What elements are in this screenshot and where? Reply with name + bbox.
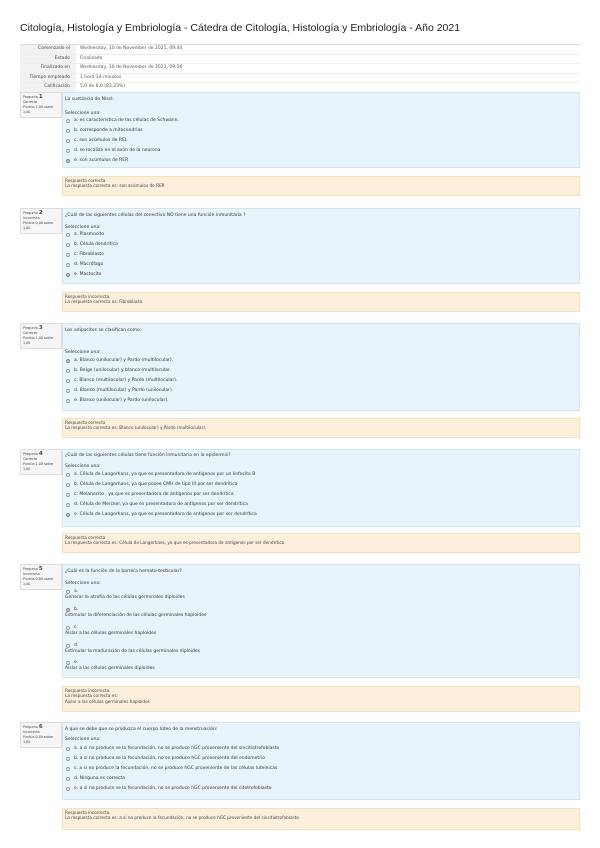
radio-button[interactable]: [66, 359, 70, 363]
radio-button[interactable]: [66, 369, 70, 373]
radio-button[interactable]: [66, 389, 70, 393]
answer-option[interactable]: [66, 148, 160, 153]
feedback-result: Respuesta incorrecta.: [65, 294, 111, 299]
answer-option[interactable]: [66, 138, 127, 143]
question-label: Pregunta: [23, 326, 38, 330]
question-text: ¿Cuál es la función de la barrera hemato-testicular?: [65, 569, 182, 574]
question-content: [62, 92, 580, 168]
question-content: [62, 323, 580, 411]
feedback-box: [62, 533, 580, 553]
question-points: Puntúa 1,00 sobre 1,00: [23, 336, 54, 345]
option-text: a. a si no produce se la fecundación, no se produce hGC proveniente del sincitiotrofoblasto: [74, 746, 280, 751]
feedback-answer: La respuesta correcta es: Célula de Langerhans, ya que es presentadora de antígenos por ser dendrítica: [65, 540, 285, 546]
summary-label: Calificación: [20, 83, 76, 92]
question-info: [20, 323, 62, 349]
answer-option[interactable]: [66, 746, 279, 751]
option-text: b. corresponde a mitocondrias: [74, 128, 143, 133]
question-label: Pregunta: [23, 95, 38, 99]
feedback-answer: La respuesta correcta es: son acúmulos de RER: [65, 183, 165, 189]
question-text: ¿Cuál de las siguientes células tiene función inmunitaria en la epidermis?: [65, 453, 231, 458]
summary-row: [20, 64, 580, 74]
radio-button[interactable]: [66, 757, 70, 761]
radio-button[interactable]: [66, 139, 70, 143]
option-text: c. a si no produce la fecundación, no se produce hGC proveniente de las células luteínicas: [74, 766, 278, 771]
option-text: Estimular la maduración de las células germinales diploides: [65, 649, 200, 654]
feedback-box: [62, 292, 580, 312]
option-text: d. Blanco (multilocular) y Pardo (unilocular).: [74, 388, 174, 393]
option-text: b. Célula dendrítica: [74, 242, 118, 247]
answer-option[interactable]: [66, 643, 78, 648]
radio-button[interactable]: [66, 473, 70, 477]
radio-button[interactable]: [66, 644, 70, 648]
feedback-result: Respuesta incorrecta.: [65, 688, 111, 693]
question-status: Correcta: [23, 457, 38, 461]
question-number: 1: [38, 94, 43, 100]
answer-option[interactable]: [66, 607, 78, 612]
radio-button[interactable]: [66, 253, 70, 257]
question-label: Pregunta: [23, 211, 38, 215]
question-points: Puntúa 0,00 sobre 1,00: [23, 735, 54, 744]
question-label: Pregunta: [23, 452, 38, 456]
select-label: Seleccione una:: [65, 464, 101, 469]
question-info: [20, 722, 62, 748]
option-text: Generar la atrofia de las células germinales diploides: [65, 595, 185, 600]
option-text: e. Mastocito: [74, 272, 102, 277]
answer-option[interactable]: [66, 242, 118, 247]
option-text: Aislar a las células germinales diploides: [65, 666, 155, 671]
question-info: [20, 449, 62, 475]
answer-option[interactable]: [66, 756, 265, 761]
option-text: b. Beige (unilocular) y blanco (multilocular.: [74, 368, 171, 373]
option-text: b. a si no produce se la fecundación, no se produce hGC proveniente del endometrio: [74, 756, 266, 761]
summary-value: 5,0 de 6,0 (83,33%): [80, 84, 125, 89]
answer-option[interactable]: [66, 766, 277, 771]
question-label: Pregunta: [23, 725, 38, 729]
question-text: ¿Cuál de las siguientes células del conectivo NO tiene una función inmunitaria ?: [65, 213, 246, 218]
select-label: Seleccione una:: [65, 111, 101, 116]
question-info: [20, 208, 62, 234]
summary-value: Wednesday, 10 de November de 2021, 09:40: [80, 46, 183, 51]
feedback-result: Respuesta correcta: [65, 420, 106, 425]
option-text: a. es característica de las células de Schwann.: [74, 118, 179, 123]
option-letter: d.: [74, 643, 79, 648]
radio-button[interactable]: [66, 119, 70, 123]
option-text: e. a si no produce se la fecundación, no se produce hGC proveniente del citotrofoblasto: [74, 786, 272, 791]
option-text: a. Blanco (unilocular) y Pardo (multilocular).: [74, 358, 174, 363]
question-points: Puntúa 1,00 sobre 1,00: [23, 462, 54, 471]
answer-option[interactable]: [66, 232, 104, 237]
option-text: c. Melanocito , ya que es presentadora de antígenos por ser dendrítica: [74, 492, 234, 497]
radio-button[interactable]: [66, 379, 70, 383]
question-number: 4: [38, 451, 43, 457]
radio-button[interactable]: [66, 263, 70, 267]
question-info: [20, 564, 62, 590]
feedback-answer: La respuesta correcta es: Blanco (unilocular) y Pardo (multilocular).: [65, 425, 207, 431]
answer-option[interactable]: [66, 358, 173, 363]
summary-row: [20, 45, 580, 55]
answer-option[interactable]: [66, 589, 78, 594]
answer-option[interactable]: [66, 512, 257, 517]
radio-button[interactable]: [66, 590, 70, 594]
question-status: Correcta: [23, 331, 38, 335]
summary-label: Estado: [20, 55, 76, 64]
option-text: b. Célula de Langerhans, ya que posee CMH de tipo III por ser dendrítica: [74, 482, 238, 487]
feedback-box: [62, 686, 580, 712]
radio-button[interactable]: [66, 493, 70, 497]
option-text: a. Plasmocito: [74, 232, 105, 237]
feedback-box: [62, 176, 580, 196]
option-text: d. se localiza en el axón de la neurona: [74, 148, 161, 153]
question-4: [20, 449, 580, 557]
radio-button[interactable]: [66, 503, 70, 507]
radio-button[interactable]: [66, 233, 70, 237]
feedback-result: Respuesta correcta: [65, 178, 106, 183]
answer-option[interactable]: [66, 398, 169, 403]
feedback-answer: La respuesta correcta es: Fibroblasto: [65, 299, 143, 305]
feedback-answer-label: La respuesta correcta es:: [65, 693, 118, 699]
answer-option[interactable]: [66, 128, 143, 133]
summary-row: [20, 55, 580, 65]
radio-button[interactable]: [66, 513, 70, 517]
option-text: d. Célula de Merckel, ya que es presentadora de antígenos por ser dendrítica: [74, 502, 248, 507]
feedback-box: [62, 418, 580, 438]
option-text: e. Blanco (unilocular) y Pardo (unilocular).: [74, 398, 169, 403]
option-text: d. Ninguna es correcta: [74, 776, 125, 781]
select-label: Seleccione una:: [65, 350, 101, 355]
question-points: Puntúa 1,00 sobre 1,00: [23, 105, 54, 114]
option-text: e. son acúmulos de RER: [74, 158, 129, 163]
radio-button[interactable]: [66, 661, 70, 665]
answer-option[interactable]: [66, 368, 171, 373]
page-title: Citología, Histología y Embriología - Cátedra de Citología, Histología y Embriología - Año 2021: [20, 22, 461, 34]
option-text: Aislar a las células germinales haploides: [65, 631, 157, 636]
option-text: Estimular la diferenciación de las células germinales haploides: [65, 613, 207, 618]
radio-button[interactable]: [66, 129, 70, 133]
question-text: La sustancia de Nissl:: [65, 97, 114, 102]
question-number: 2: [38, 210, 43, 216]
feedback-result: Respuesta incorrecta.: [65, 810, 111, 815]
question-status: Incorrecta: [23, 572, 40, 576]
question-status: Incorrecta: [23, 730, 40, 734]
option-letter: c.: [74, 625, 78, 630]
question-points: Puntúa 0,00 sobre 1,00: [23, 221, 54, 230]
answer-option[interactable]: [66, 776, 125, 781]
question-content: [62, 722, 580, 800]
question-status: Incorrecta: [23, 216, 40, 220]
question-number: 6: [38, 724, 43, 730]
option-text: d. Macrófago: [74, 262, 104, 267]
summary-value: 1 hora 14 minutos: [80, 74, 122, 80]
summary-label: Tiempo empleado: [20, 74, 76, 83]
feedback-answer: Aislar a las células germinales haploides: [65, 698, 150, 704]
question-number: 5: [38, 566, 43, 572]
radio-button[interactable]: [66, 747, 70, 751]
select-label: Seleccione una:: [65, 737, 101, 742]
option-text: c. Fibroblasto: [74, 252, 104, 257]
feedback-box: [62, 808, 580, 830]
option-text: e. Célula de Langerhans, ya que es presentadora de antígenos por ser dendrítica: [74, 512, 257, 517]
summary-value: Finalizado: [80, 55, 103, 61]
select-label: Seleccione una:: [65, 225, 101, 230]
answer-option[interactable]: [66, 482, 237, 487]
answer-option[interactable]: [66, 262, 103, 267]
select-label: Seleccione una:: [65, 581, 101, 586]
radio-button[interactable]: [66, 273, 70, 277]
question-content: [62, 449, 580, 527]
option-text: c. Blanco (multilocular) y Pardo (multilocular).: [74, 378, 178, 383]
summary-value: Wednesday, 10 de November de 2021, 09:56: [80, 65, 183, 70]
radio-button[interactable]: [66, 159, 70, 163]
option-text: a. Célula de Langerhans, ya que es presentadora de antígenos por un linfocito B: [74, 472, 256, 477]
question-text: A que se debe que se produzca el cuerpo lúteo de la menstruación:: [65, 727, 218, 732]
radio-button[interactable]: [66, 777, 70, 781]
question-content: [62, 208, 580, 284]
question-3: [20, 323, 580, 443]
question-label: Pregunta: [23, 567, 38, 571]
feedback-result: Respuesta correcta: [65, 535, 106, 540]
question-text: Los adipocitos se clasifican como:: [65, 328, 142, 333]
question-5: [20, 564, 580, 714]
option-letter: b.: [74, 607, 79, 612]
radio-button[interactable]: [66, 608, 70, 612]
answer-option[interactable]: [66, 492, 234, 497]
answer-option[interactable]: [66, 252, 104, 257]
summary-label: Finalizado en: [20, 64, 76, 73]
question-1: [20, 92, 580, 200]
radio-button[interactable]: [66, 787, 70, 791]
radio-button[interactable]: [66, 399, 70, 403]
question-info: [20, 92, 62, 118]
answer-option[interactable]: [66, 786, 272, 791]
answer-option[interactable]: [66, 660, 78, 665]
summary-row: [20, 74, 580, 84]
answer-option[interactable]: [66, 625, 78, 630]
question-status: Correcta: [23, 100, 38, 104]
radio-button[interactable]: [66, 149, 70, 153]
radio-button[interactable]: [66, 483, 70, 487]
option-letter: e.: [74, 660, 79, 665]
question-number: 3: [38, 325, 43, 331]
answer-option[interactable]: [66, 502, 248, 507]
attempt-summary-table: [20, 44, 580, 93]
feedback-answer: La respuesta correcta es: a si no produce la fecundación, no se produce hGC proveniente del sincitiotrofoblasto: [65, 815, 299, 821]
radio-button[interactable]: [66, 243, 70, 247]
answer-option[interactable]: [66, 378, 177, 383]
question-content: [62, 564, 580, 678]
question-2: [20, 208, 580, 316]
radio-button[interactable]: [66, 767, 70, 771]
question-points: Puntúa 0,00 sobre 1,00: [23, 577, 54, 586]
option-letter: a.: [74, 589, 79, 594]
answer-option[interactable]: [66, 118, 179, 123]
answer-option[interactable]: [66, 388, 173, 393]
radio-button[interactable]: [66, 626, 70, 630]
answer-option[interactable]: [66, 472, 255, 477]
answer-option[interactable]: [66, 272, 101, 277]
question-6: [20, 722, 580, 834]
option-text: c. son acúmulos de REL: [74, 138, 128, 143]
answer-option[interactable]: [66, 158, 128, 163]
summary-label: Comenzado el: [20, 45, 76, 54]
